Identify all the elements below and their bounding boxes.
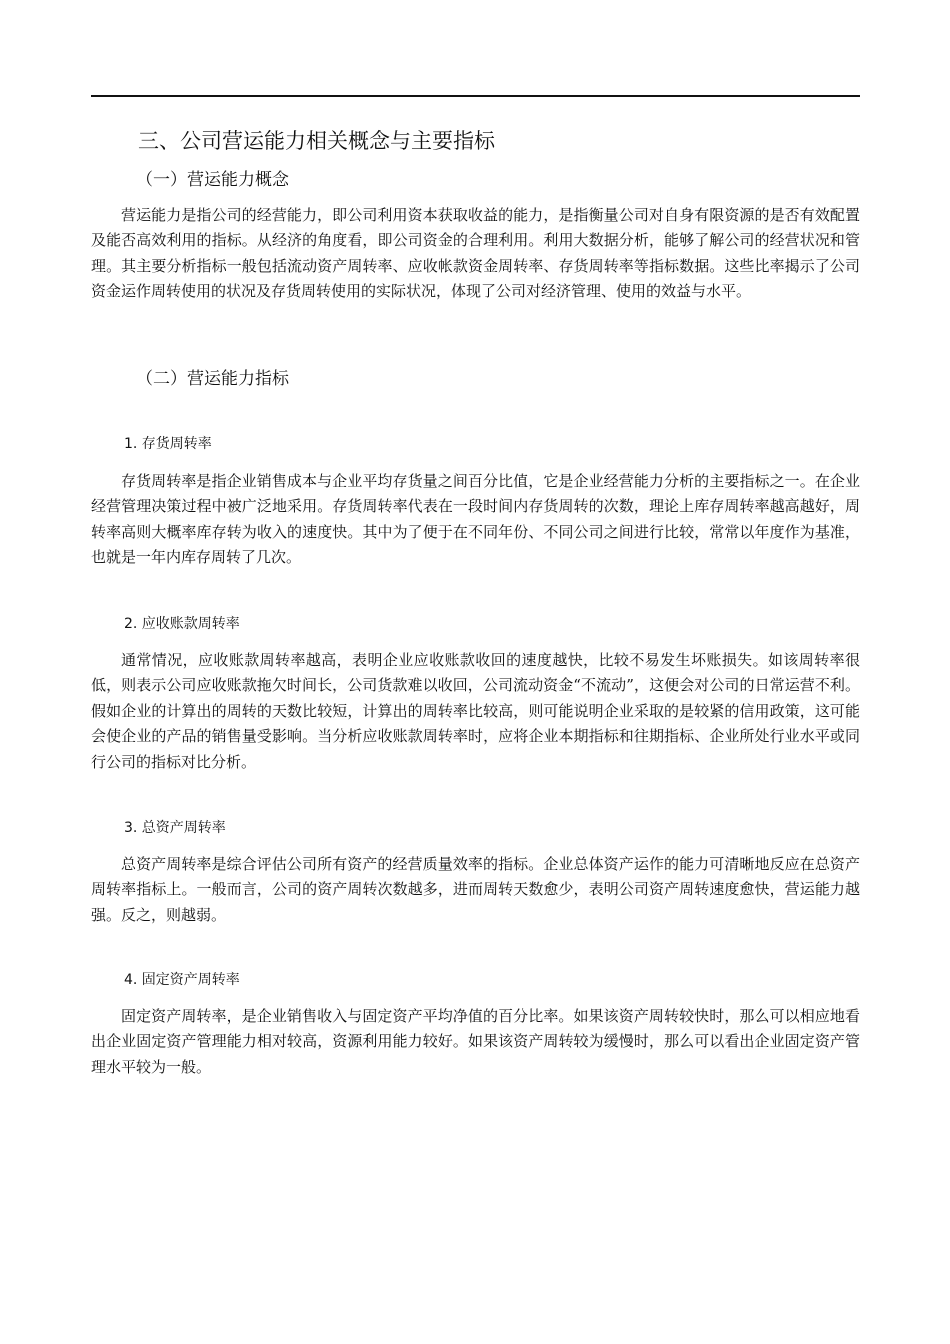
paragraph-total-asset-turnover: 总资产周转率是综合评估公司所有资产的经营质量效率的指标。企业总体资产运作的能力可清晰地反应在总资产周转率指标上。一般而言，公司的资产周转次数越多，进而周转天数愈少，表明公司资产周转速度愈快，营运能力越强。反之，则越弱。: [91, 855, 860, 924]
paragraph-receivables-turnover: 通常情况，应收账款周转率越高，表明企业应收账款收回的速度越快，比较不易发生坏账损失。如该周转率很低，则表示公司应收账款拖欠时间长，公司货款难以收回，公司流动资金“不流动”，这便会对公司的日常运营不利。假如企业的计算出的周转的天数比较短，计算出的周转率比较高，则可能说明企业采取的是较紧的信用政策，这可能会使企业的产品的销售量受影响。当分析应收账款周转率时，应将企业本期指标和往期指标、企业所处行业水平或同行公司的指标对比分析。: [91, 651, 860, 771]
subsection-heading-indicators: （二）营运能力指标: [136, 369, 289, 389]
subsection-heading-concept: （一）营运能力概念: [136, 170, 289, 190]
section-title: 三、公司营运能力相关概念与主要指标: [138, 129, 495, 153]
item-heading-inventory-turnover: 1. 存货周转率: [124, 436, 212, 452]
item-heading-receivables-turnover: 2. 应收账款周转率: [124, 616, 240, 632]
item-heading-fixed-asset-turnover: 4. 固定资产周转率: [124, 972, 240, 988]
paragraph-inventory-turnover: 存货周转率是指企业销售成本与企业平均存货量之间百分比值，它是企业经营能力分析的主要指标之一。在企业经营管理决策过程中被广泛地采用。存货周转率代表在一段时间内存货周转的次数，理论上库存周转率越高越好，周转率高则大概率库存转为收入的速度快。其中为了便于在不同年份、不同公司之间进行比较，常常以年度作为基准，也就是一年内库存周转了几次。: [91, 472, 860, 567]
paragraph-fixed-asset-turnover: 固定资产周转率，是企业销售收入与固定资产平均净值的百分比率。如果该资产周转较快时，那么可以相应地看出企业固定资产管理能力相对较高，资源利用能力较好。如果该资产周转较为缓慢时，那么可以看出企业固定资产管理水平较为一般。: [91, 1007, 860, 1076]
header-rule: [91, 95, 860, 97]
item-heading-total-asset-turnover: 3. 总资产周转率: [124, 820, 226, 836]
paragraph-concept: 营运能力是指公司的经营能力，即公司利用资本获取收益的能力，是指衡量公司对自身有限资源的是否有效配置及能否高效利用的指标。从经济的角度看，即公司资金的合理利用。利用大数据分析，能够了解公司的经营状况和管理。其主要分析指标一般包括流动资产周转率、应收帐款资金周转率、存货周转率等指标数据。这些比率揭示了公司资金运作周转使用的状况及存货周转使用的实际状况，体现了公司对经济管理、使用的效益与水平。: [91, 206, 860, 301]
